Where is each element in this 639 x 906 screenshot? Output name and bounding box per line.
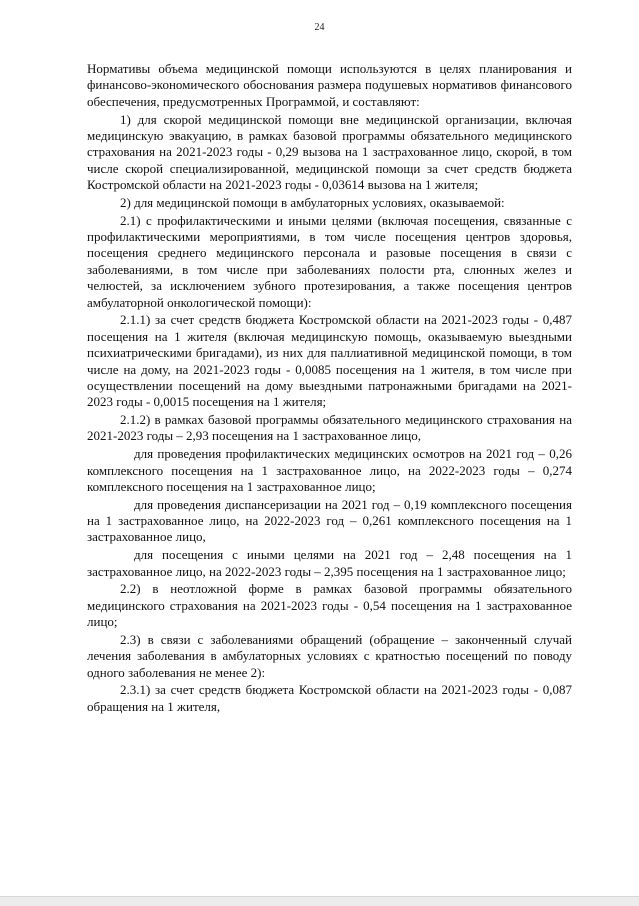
paragraph-item-2-1: 2.1) с профилактическими и иными целями (включая посещения, связанные с профилактическими мероприятиями, в том числе посещения центров здоровья, посещения среднего медицинского персонала и разовые посещения в связи с заболеваниями, в том числе при заболеваниях полости рта, слюнных желез и челюстей, за исключением зубного протезирования, а также посещения центров амбулаторной онкологической помощи): (87, 212, 572, 310)
paragraph-item-2-2: 2.2) в неотложной форме в рамках базовой программы обязательного медицинского страхования на 2021-2023 годы - 0,54 посещения на 1 застрахованное лицо; (87, 581, 572, 630)
paragraph-item-1: 1) для скорой медицинской помощи вне медицинской организации, включая медицинскую эвакуацию, в рамках базовой программы обязательного медицинского страхования на 2021-2023 годы - 0,29 вызова на 1 застрахованное лицо, скорой, в том числе скорой специализированной, медицинской помощи за счет средств бюджета Костромской области на 2021-2023 годы - 0,03614 вызова на 1 жителя; (87, 111, 572, 193)
document-body (87, 61, 572, 716)
paragraph-preventive-exams: для проведения профилактических медицинских осмотров на 2021 год – 0,26 комплексного посещения на 1 застрахованное лицо, на 2022-2023 годы – 0,274 комплексного посещения на 1 застрахованное лицо; (87, 446, 572, 494)
paragraph-dispensarization: для проведения диспансеризации на 2021 год – 0,19 комплексного посещения на 1 застрахованное лицо, на 2022-2023 год – 0,261 комплексного посещения на 1 застрахованное лицо, (87, 496, 572, 545)
paragraph-item-2-1-1: 2.1.1) за счет средств бюджета Костромской области на 2021-2023 годы - 0,487 посещения на 1 жителя (включая медицинскую помощь, оказываемую выездными психиатрическими бригадами), из них для паллиативной медицинской помощи, в том числе на дому, на 2021-2023 годы - 0,0085 посещения на 1 жителя, в том числе при осуществлении посещений на дому выездными патронажными бригадами на 2021-2023 годы - 0,0015 посещения на 1 жителя; (87, 312, 572, 410)
paragraph-item-2-1-2: 2.1.2) в рамках базовой программы обязательного медицинского страхования на 2021-2023 годы – 2,93 посещения на 1 застрахованное лицо, (87, 412, 572, 444)
paragraph-intro: Нормативы объема медицинской помощи используются в целях планирования и финансово-экономического обоснования размера подушевых нормативов финансового обеспечения, предусмотренных Программой, и составляют: (87, 61, 572, 109)
paragraph-item-2-3: 2.3) в связи с заболеваниями обращений (обращение – законченный случай лечения заболевания в амбулаторных условиях с кратностью посещений по поводу одного заболевания не менее 2): (87, 631, 572, 680)
paragraph-item-2-3-1: 2.3.1) за счет средств бюджета Костромской области на 2021-2023 годы - 0,087 обращения на 1 жителя, (87, 682, 572, 714)
page-number: 24 (314, 22, 325, 33)
paragraph-other-purposes: для посещения с иными целями на 2021 год – 2,48 посещения на 1 застрахованное лицо, на 2022-2023 годы – 2,395 посещения на 1 застрахованное лицо; (87, 547, 572, 579)
paragraph-item-2: 2) для медицинской помощи в амбулаторных условиях, оказываемой: (120, 194, 505, 210)
